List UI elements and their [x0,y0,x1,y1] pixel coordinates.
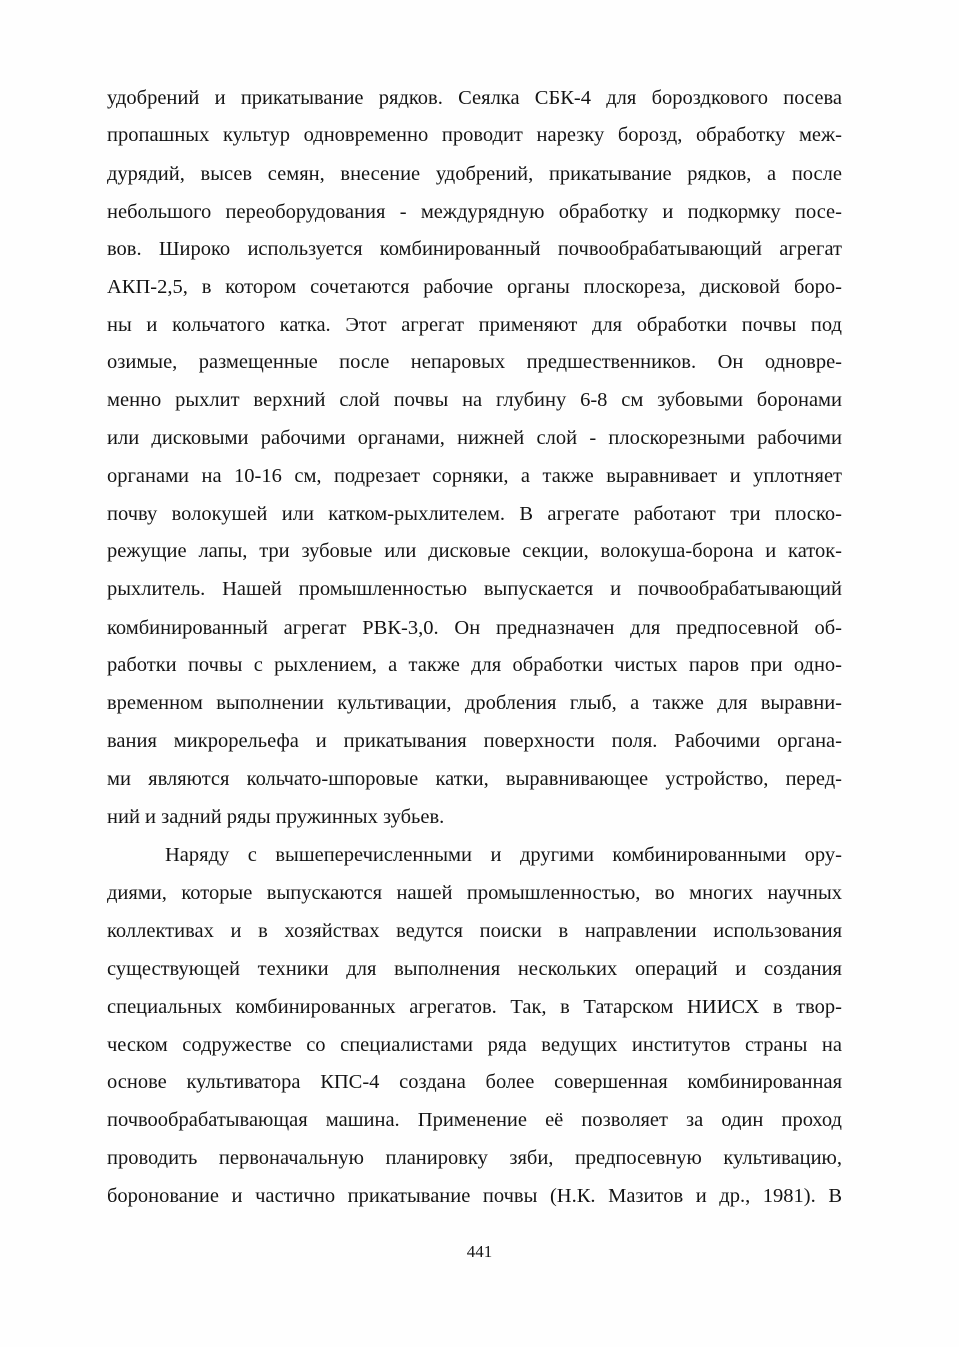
text-line: рыхлитель. Нашей промышленностью выпускается и почвообрабатывающий [107,578,842,600]
text-line: проводить первоначальную планировку зяби, предпосевную культивацию, [107,1147,842,1169]
text-line: менно рыхлит верхний слой почвы на глубину 6-8 см зубовыми боронами [107,389,842,411]
text-line: основе культиватора КПС-4 создана более совершенная комбинированная [107,1071,842,1093]
text-line: небольшого переоборудования - междурядную обработку и подкормку посе- [107,201,842,223]
text-line: вания микрорельефа и прикатывания поверхности поля. Рабочими органа- [107,730,842,752]
text-line: пропашных культур одновременно проводит нарезку борозд, обработку меж- [107,124,842,146]
text-line: озимые, размещенные после непаровых предшественников. Он одновре- [107,351,842,373]
text-line: временном выполнении культивации, дробления глыб, а также для выравни- [107,692,842,714]
page-number: 441 [466,1242,493,1261]
text-line: ны и кольчатого катка. Этот агрегат применяют для обработки почвы под [107,314,842,336]
text-line: вов. Широко используется комбинированный почвообрабатывающий агрегат [107,238,842,260]
text-line: ний и задний ряды пружинных зубьев. [107,806,445,828]
text-line: ми являются кольчато-шпоровые катки, выравнивающее устройство, перед- [107,768,842,790]
text-line: ческом содружестве со специалистами ряда ведущих институтов страны на [107,1034,842,1056]
text-line: существующей техники для выполнения нескольких операций и создания [107,958,842,980]
text-line: почву волокушей или катком-рыхлителем. В агрегате работают три плоско- [107,503,842,525]
text-line: специальных комбинированных агрегатов. Так, в Татарском НИИСХ в твор- [107,996,842,1018]
text-line: дурядий, высев семян, внесение удобрений, прикатывание рядков, а после [107,163,842,185]
text-line: режущие лапы, три зубовые или дисковые секции, волокуша-борона и каток- [107,540,842,562]
text-line: коллективах и в хозяйствах ведутся поиски в направлении использования [107,920,842,942]
text-line: или дисковыми рабочими органами, нижней слой - плоскорезными рабочими [107,427,842,449]
text-line: почвообрабатывающая машина. Применение её позволяет за один проход [107,1109,842,1131]
text-line: удобрений и прикатывание рядков. Сеялка СБК-4 для бороздкового посева [107,87,842,109]
text-line: боронование и частично прикатывание почвы (Н.К. Мазитов и др., 1981). В [107,1185,842,1207]
text-line: комбинированный агрегат РВК-3,0. Он предназначен для предпосевной об- [107,617,842,639]
text-line: Наряду с вышеперечисленными и другими комбинированными ору- [165,844,842,866]
text-line: работки почвы с рыхлением, а также для обработки чистых паров при одно- [107,654,842,676]
text-line: органами на 10-16 см, подрезает сорняки, а также выравнивает и уплотняет [107,465,842,487]
text-line: диями, которые выпускаются нашей промышленностью, во многих научных [107,882,842,904]
text-line: АКП-2,5, в котором сочетаются рабочие органы плоскореза, дисковой боро- [107,276,842,298]
